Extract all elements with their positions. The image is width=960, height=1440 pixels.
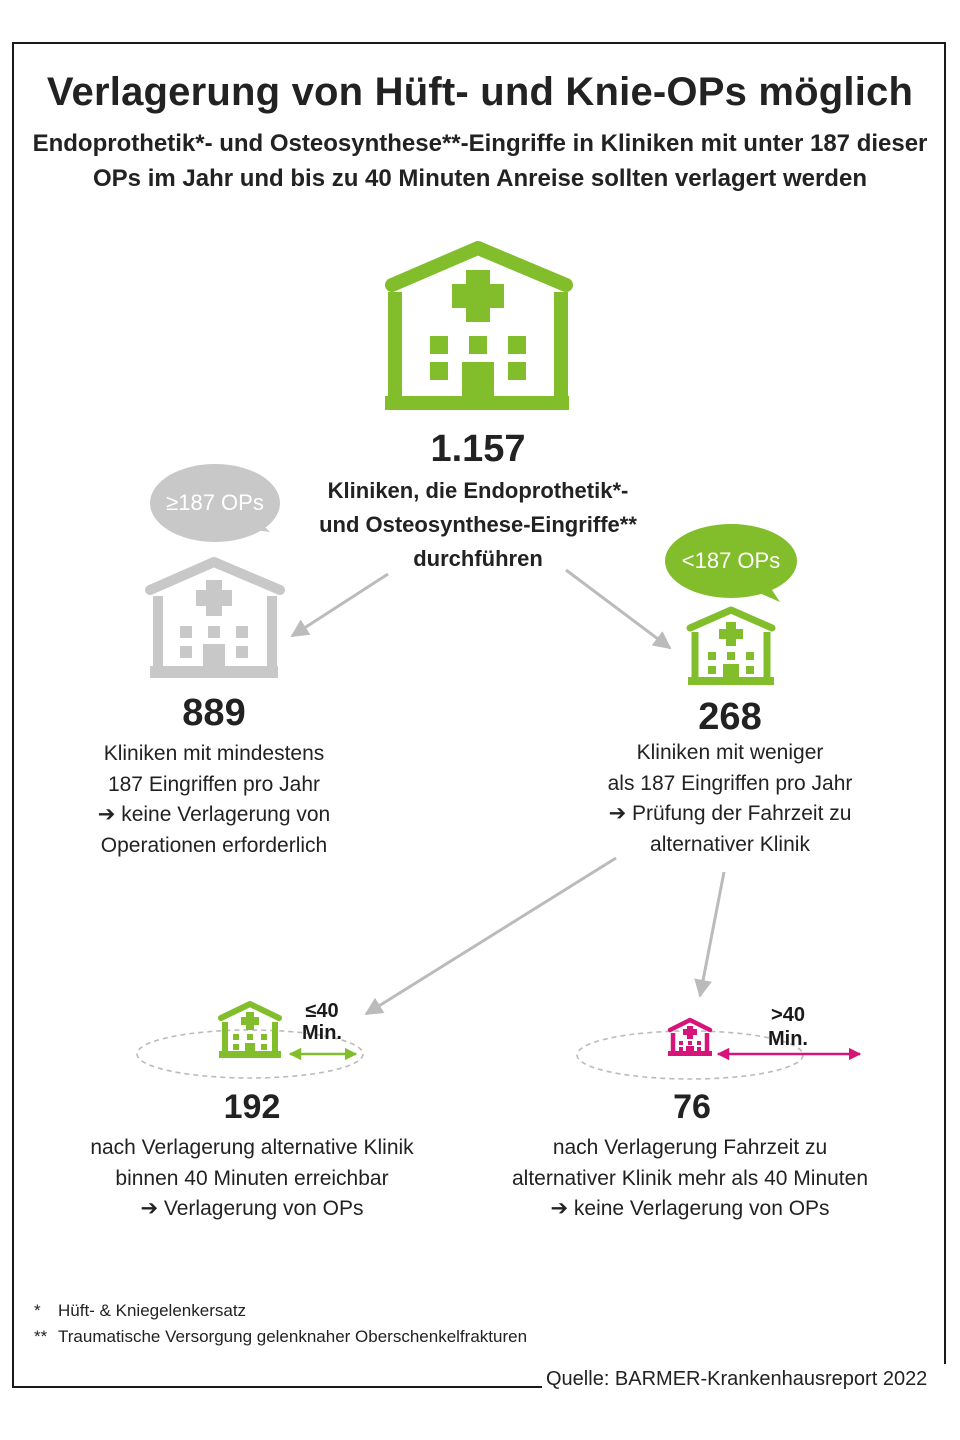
near-line-2: binnen 40 Minuten erreichbar bbox=[115, 1166, 389, 1190]
few-line-1: Kliniken mit weniger bbox=[636, 741, 824, 764]
hospital-icon-large bbox=[385, 248, 569, 410]
source-credit: Quelle: BARMER-Krankenhausreport 2022 bbox=[546, 1368, 928, 1390]
near-description bbox=[40, 1133, 464, 1225]
subtitle-line-2: OPs im Jahr und bis zu 40 Minuten Anreise sollten verlagert werden bbox=[93, 165, 867, 192]
subtitle-line-1: Endoprothetik*- und Osteosynthese**-Eingriffe in Kliniken mit unter 187 dieser bbox=[32, 130, 928, 157]
bubble-many-label: ≥187 OPs bbox=[166, 490, 264, 515]
many-line-1: Kliniken mit mindestens bbox=[103, 742, 325, 765]
few-line-2: als 187 Eingriffen pro Jahr bbox=[607, 771, 853, 795]
few-value: 268 bbox=[698, 696, 762, 738]
arrow-to-near bbox=[366, 858, 616, 1014]
far-line-3: ➔ keine Verlagerung von OPs bbox=[550, 1197, 830, 1220]
hospital-icon-far bbox=[668, 1020, 712, 1056]
total-description bbox=[268, 474, 688, 576]
far-value: 76 bbox=[673, 1088, 711, 1126]
far-description bbox=[482, 1133, 898, 1225]
far-distance-unit: Min. bbox=[768, 1028, 808, 1050]
footnote-2-mark: ** bbox=[34, 1327, 48, 1346]
few-description bbox=[560, 738, 900, 860]
page-title: Verlagerung von Hüft- und Knie-OPs möglich bbox=[46, 70, 914, 114]
arrow-to-few bbox=[566, 570, 670, 648]
far-line-2: alternativer Klinik mehr als 40 Minuten bbox=[512, 1166, 868, 1190]
far-line-1: nach Verlagerung Fahrzeit zu bbox=[552, 1136, 828, 1159]
total-line-2: und Osteosynthese-Eingriffe** bbox=[319, 512, 637, 537]
many-line-3: ➔ keine Verlagerung von bbox=[97, 803, 331, 826]
footnote-1-mark: * bbox=[34, 1301, 41, 1320]
near-line-1: nach Verlagerung alternative Klinik bbox=[90, 1136, 414, 1159]
far-distance-value: >40 bbox=[771, 1004, 805, 1026]
bubble-many bbox=[150, 464, 280, 542]
near-line-3: ➔ Verlagerung von OPs bbox=[140, 1197, 364, 1220]
many-line-4: Operationen erforderlich bbox=[100, 833, 328, 857]
footnote-1-text: Hüft- & Kniegelenkersatz bbox=[58, 1301, 247, 1320]
total-value: 1.157 bbox=[430, 428, 526, 470]
arrow-to-many bbox=[292, 574, 388, 636]
total-line-3: durchführen bbox=[413, 546, 543, 571]
footnote-2-text: Traumatische Versorgung gelenknaher Oberschenkelfrakturen bbox=[58, 1327, 528, 1346]
many-value: 889 bbox=[182, 692, 246, 734]
few-line-4: alternativer Klinik bbox=[650, 832, 810, 856]
near-distance-unit: Min. bbox=[302, 1022, 342, 1044]
total-line-1: Kliniken, die Endoprothetik*- bbox=[327, 478, 629, 503]
near-distance-label bbox=[292, 1000, 352, 1044]
many-description bbox=[44, 739, 384, 861]
many-line-2: 187 Eingriffen pro Jahr bbox=[107, 772, 321, 796]
near-value: 192 bbox=[223, 1088, 281, 1126]
arrow-to-far bbox=[700, 872, 724, 996]
far-distance-label bbox=[756, 1003, 820, 1051]
near-distance-value: ≤40 bbox=[305, 1000, 339, 1022]
few-line-3: ➔ Prüfung der Fahrzeit zu bbox=[608, 802, 852, 825]
bubble-few-label: <187 OPs bbox=[681, 548, 781, 573]
